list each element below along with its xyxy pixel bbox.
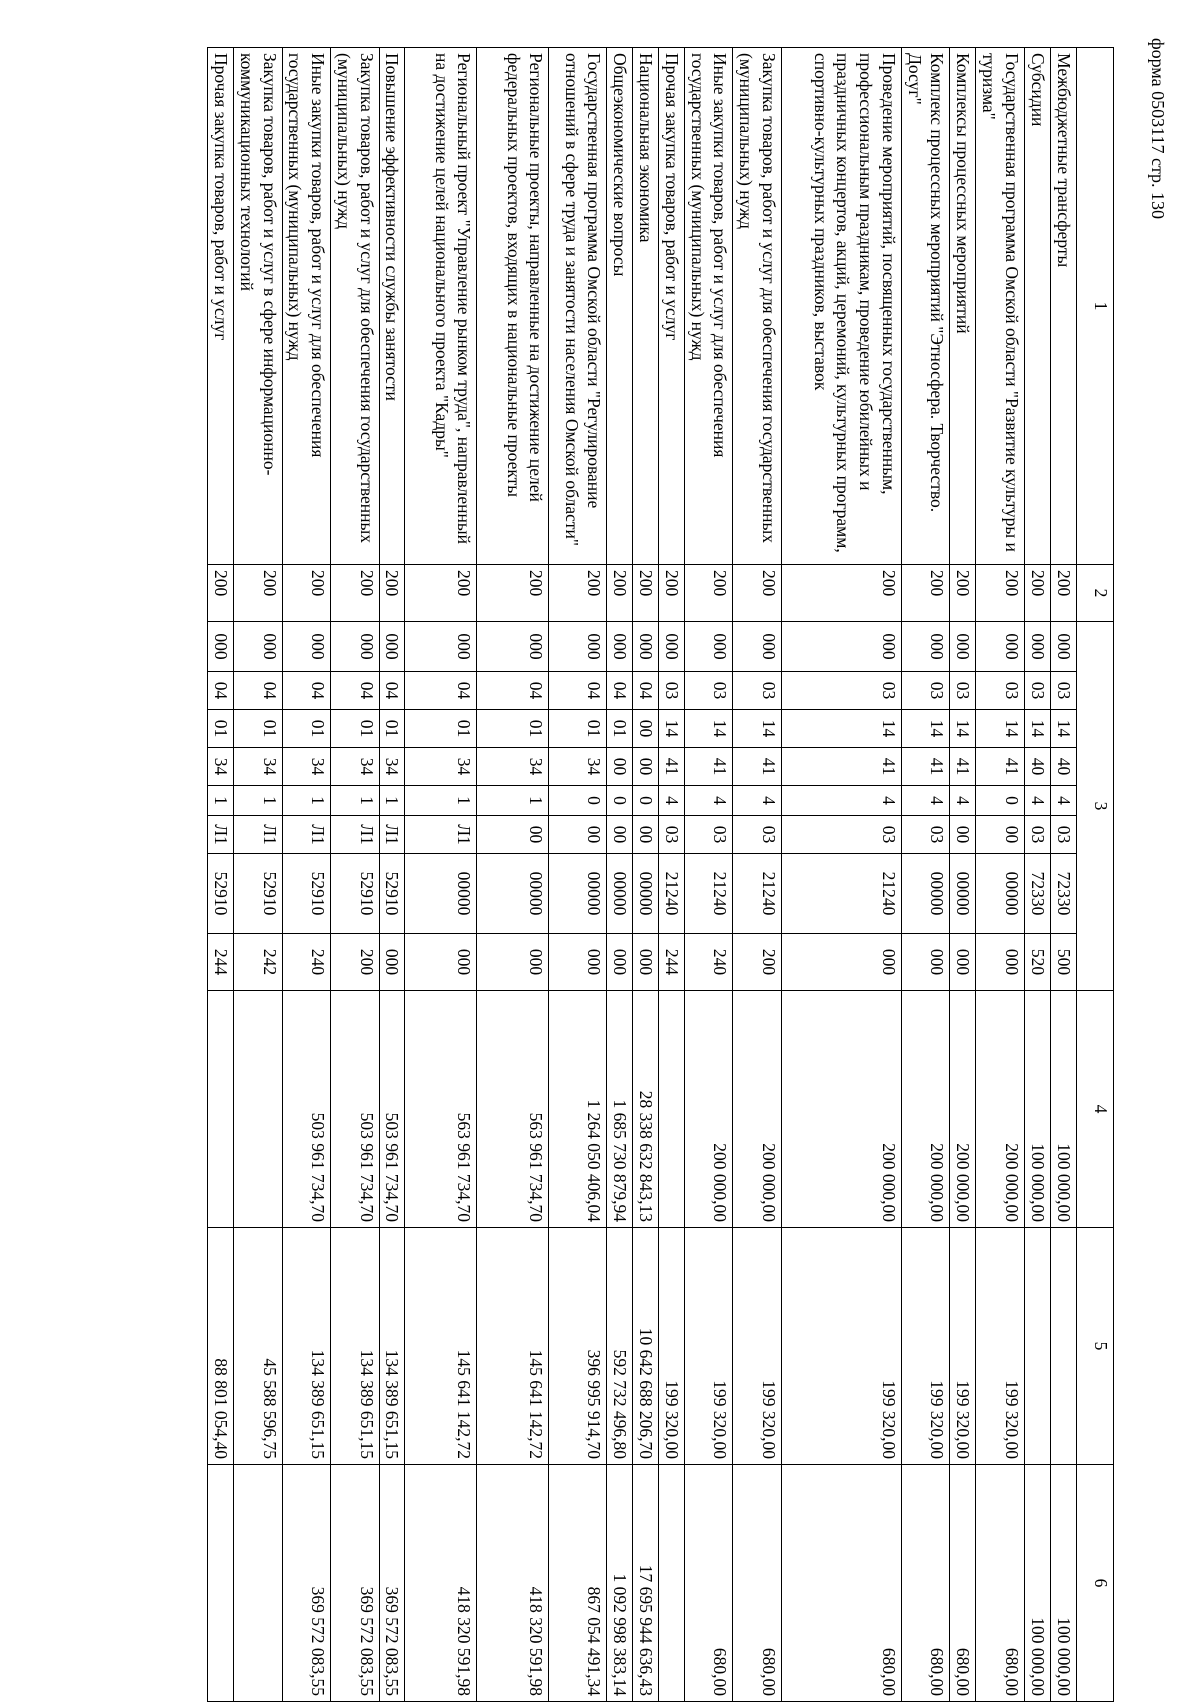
row-budget-code-segment: 52910 — [379, 854, 405, 934]
row-budget-code-segment: 52910 — [234, 854, 283, 934]
row-budget-code-segment: Л1 — [379, 816, 405, 854]
row-budget-code-segment: 01 — [234, 710, 283, 748]
row-budget-code-segment: 00000 — [405, 854, 477, 934]
table-row — [282, 48, 331, 1702]
row-budget-code-segment: 000 — [950, 934, 976, 991]
table-row — [607, 48, 633, 1702]
row-budget-code-segment: Л1 — [234, 816, 283, 854]
row-budget-code-segment: 34 — [331, 748, 380, 786]
row-budget-code-segment: 34 — [549, 748, 607, 786]
table-row — [331, 48, 380, 1702]
row-budget-code-segment: 520 — [1025, 934, 1051, 991]
row-name-cell: Иные закупки товаров, работ и услуг для обеспечения государственных (муниципальных) нужд — [282, 48, 331, 565]
row-budget-code-segment: 03 — [659, 672, 685, 710]
row-budget-code-segment: 01 — [379, 710, 405, 748]
row-executed-amount-cell: 134 389 651,15 — [379, 1228, 405, 1465]
row-budget-code-segment: 41 — [782, 748, 902, 786]
row-budget-code-segment: 000 — [379, 622, 405, 672]
row-budget-code-segment: 000 — [477, 622, 549, 672]
row-budget-code-segment: 14 — [902, 710, 951, 748]
row-executed-amount-cell: 145 641 142,72 — [477, 1228, 549, 1465]
row-name-cell: Закупка товаров, работ и услуг для обеспечения государственных (муниципальных) нужд — [733, 48, 782, 565]
column-header-5: 5 — [1077, 1228, 1114, 1465]
row-budget-code-segment: 000 — [902, 622, 951, 672]
row-budget-code-segment: 240 — [282, 934, 331, 991]
row-budget-code-segment: 00000 — [477, 854, 549, 934]
row-approved-amount-cell — [659, 991, 685, 1228]
row-unexecuted-amount-cell: 369 572 083,55 — [331, 1465, 380, 1702]
row-budget-code-segment: 000 — [1025, 622, 1051, 672]
row-budget-code-segment: 03 — [782, 672, 902, 710]
row-budget-code-segment: 14 — [950, 710, 976, 748]
column-header-6: 6 — [1077, 1465, 1114, 1702]
row-name-cell: Повышение эффективности службы занятости — [379, 48, 405, 565]
row-name-cell: Прочая закупка товаров, работ и услуг — [659, 48, 685, 565]
row-budget-code-segment: 41 — [902, 748, 951, 786]
row-line-code-cell: 200 — [405, 565, 477, 622]
row-line-code-cell: 200 — [379, 565, 405, 622]
row-budget-code-segment: 04 — [549, 672, 607, 710]
row-budget-code-segment: 000 — [405, 934, 477, 991]
row-budget-code-segment: 34 — [234, 748, 283, 786]
row-budget-code-segment: 4 — [950, 786, 976, 816]
table-row — [549, 48, 607, 1702]
row-name-cell: Комплекс процессных мероприятий "Этносфера. Творчество. Досуг" — [902, 48, 951, 565]
row-executed-amount-cell: 45 588 596,75 — [234, 1228, 283, 1465]
row-budget-code-segment: 000 — [607, 934, 633, 991]
row-unexecuted-amount-cell: 418 320 591,98 — [405, 1465, 477, 1702]
row-executed-amount-cell: 199 320,00 — [976, 1228, 1025, 1465]
row-budget-code-segment: 34 — [208, 748, 234, 786]
row-budget-code-segment: 34 — [282, 748, 331, 786]
row-unexecuted-amount-cell: 418 320 591,98 — [477, 1465, 549, 1702]
row-budget-code-segment: 03 — [902, 672, 951, 710]
row-budget-code-segment: 00 — [549, 816, 607, 854]
row-budget-code-segment: 240 — [685, 934, 734, 991]
row-line-code-cell: 200 — [685, 565, 734, 622]
row-budget-code-segment: 03 — [733, 816, 782, 854]
row-budget-code-segment: 0 — [633, 786, 659, 816]
row-line-code-cell: 200 — [1051, 565, 1077, 622]
row-budget-code-segment: 4 — [733, 786, 782, 816]
row-executed-amount-cell: 199 320,00 — [902, 1228, 951, 1465]
budget-execution-table — [207, 47, 1114, 1702]
row-unexecuted-amount-cell — [234, 1465, 283, 1702]
row-executed-amount-cell: 199 320,00 — [733, 1228, 782, 1465]
row-budget-code-segment: 000 — [733, 622, 782, 672]
row-unexecuted-amount-cell — [659, 1465, 685, 1702]
row-approved-amount-cell: 200 000,00 — [733, 991, 782, 1228]
row-budget-code-segment: 72330 — [1051, 854, 1077, 934]
row-executed-amount-cell: 134 389 651,15 — [331, 1228, 380, 1465]
row-unexecuted-amount-cell: 680,00 — [976, 1465, 1025, 1702]
row-unexecuted-amount-cell: 100 000,00 — [1025, 1465, 1051, 1702]
row-budget-code-segment: 000 — [477, 934, 549, 991]
row-budget-code-segment: 000 — [902, 934, 951, 991]
row-approved-amount-cell: 503 961 734,70 — [282, 991, 331, 1228]
budget-table-container — [114, 47, 1114, 1696]
row-unexecuted-amount-cell: 680,00 — [950, 1465, 976, 1702]
table-row — [234, 48, 283, 1702]
row-unexecuted-amount-cell: 369 572 083,55 — [282, 1465, 331, 1702]
row-approved-amount-cell: 200 000,00 — [685, 991, 734, 1228]
row-budget-code-segment: 40 — [1051, 748, 1077, 786]
row-budget-code-segment: 04 — [405, 672, 477, 710]
column-header-2: 2 — [1077, 565, 1114, 622]
row-budget-code-segment: 41 — [685, 748, 734, 786]
row-budget-code-segment: 000 — [208, 622, 234, 672]
row-budget-code-segment: 242 — [234, 934, 283, 991]
row-budget-code-segment: 04 — [633, 672, 659, 710]
row-budget-code-segment: 72330 — [1025, 854, 1051, 934]
row-budget-code-segment: 03 — [1025, 816, 1051, 854]
row-line-code-cell: 200 — [733, 565, 782, 622]
row-budget-code-segment: 500 — [1051, 934, 1077, 991]
row-budget-code-segment: 52910 — [208, 854, 234, 934]
row-executed-amount-cell: 10 642 688 206,70 — [633, 1228, 659, 1465]
row-name-cell: Комплексы процессных мероприятий — [950, 48, 976, 565]
row-line-code-cell: 200 — [331, 565, 380, 622]
row-budget-code-segment: 01 — [208, 710, 234, 748]
row-budget-code-segment: 04 — [379, 672, 405, 710]
row-budget-code-segment: 04 — [607, 672, 633, 710]
row-approved-amount-cell — [208, 991, 234, 1228]
row-budget-code-segment: 00000 — [976, 854, 1025, 934]
row-budget-code-segment: 000 — [782, 622, 902, 672]
row-budget-code-segment: 52910 — [331, 854, 380, 934]
row-line-code-cell: 200 — [782, 565, 902, 622]
row-budget-code-segment: 14 — [976, 710, 1025, 748]
row-budget-code-segment: 1 — [405, 786, 477, 816]
row-line-code-cell: 200 — [1025, 565, 1051, 622]
row-unexecuted-amount-cell: 17 695 944 636,43 — [633, 1465, 659, 1702]
row-budget-code-segment: 01 — [549, 710, 607, 748]
row-executed-amount-cell: 199 320,00 — [950, 1228, 976, 1465]
row-budget-code-segment: 34 — [477, 748, 549, 786]
row-budget-code-segment: 03 — [902, 816, 951, 854]
row-budget-code-segment: 00 — [477, 816, 549, 854]
row-budget-code-segment: 41 — [733, 748, 782, 786]
row-budget-code-segment: 21240 — [782, 854, 902, 934]
row-budget-code-segment: 14 — [1025, 710, 1051, 748]
row-line-code-cell: 200 — [633, 565, 659, 622]
row-budget-code-segment: 000 — [607, 622, 633, 672]
row-budget-code-segment: 14 — [733, 710, 782, 748]
row-name-cell: Государственная программа Омской области "Регулирование отношений в сфере труда и занятости населения Омской области" — [549, 48, 607, 565]
row-budget-code-segment: 4 — [782, 786, 902, 816]
row-budget-code-segment: 000 — [549, 934, 607, 991]
row-budget-code-segment: 00 — [950, 816, 976, 854]
row-unexecuted-amount-cell — [208, 1465, 234, 1702]
row-budget-code-segment: 03 — [1051, 672, 1077, 710]
row-budget-code-segment: 21240 — [733, 854, 782, 934]
row-executed-amount-cell: 199 320,00 — [659, 1228, 685, 1465]
row-budget-code-segment: Л1 — [331, 816, 380, 854]
table-row — [685, 48, 734, 1702]
row-executed-amount-cell — [1051, 1228, 1077, 1465]
row-budget-code-segment: 000 — [1051, 622, 1077, 672]
row-budget-code-segment: 03 — [950, 672, 976, 710]
row-line-code-cell: 200 — [234, 565, 283, 622]
row-budget-code-segment: 01 — [405, 710, 477, 748]
row-budget-code-segment: 03 — [659, 816, 685, 854]
table-body — [208, 48, 1077, 1702]
row-approved-amount-cell: 1 264 050 406,04 — [549, 991, 607, 1228]
row-budget-code-segment: 0 — [607, 786, 633, 816]
row-budget-code-segment: 41 — [976, 748, 1025, 786]
row-budget-code-segment: 03 — [1025, 672, 1051, 710]
table-row — [633, 48, 659, 1702]
row-unexecuted-amount-cell: 100 000,00 — [1051, 1465, 1077, 1702]
row-executed-amount-cell — [1025, 1228, 1051, 1465]
row-budget-code-segment: 04 — [208, 672, 234, 710]
row-budget-code-segment: 1 — [477, 786, 549, 816]
row-budget-code-segment: 00 — [633, 710, 659, 748]
row-budget-code-segment: 000 — [633, 622, 659, 672]
row-budget-code-segment: 04 — [331, 672, 380, 710]
table-row — [950, 48, 976, 1702]
table-row — [782, 48, 902, 1702]
column-header-4: 4 — [1077, 991, 1114, 1228]
row-budget-code-segment: 03 — [685, 672, 734, 710]
row-budget-code-segment: 04 — [477, 672, 549, 710]
row-budget-code-segment: 4 — [902, 786, 951, 816]
row-budget-code-segment: 000 — [950, 622, 976, 672]
row-budget-code-segment: 0 — [976, 786, 1025, 816]
row-budget-code-segment: 00000 — [633, 854, 659, 934]
row-budget-code-segment: 000 — [976, 934, 1025, 991]
row-approved-amount-cell: 100 000,00 — [1025, 991, 1051, 1228]
row-line-code-cell: 200 — [902, 565, 951, 622]
row-budget-code-segment: 34 — [379, 748, 405, 786]
row-line-code-cell: 200 — [659, 565, 685, 622]
table-row — [379, 48, 405, 1702]
table-row — [1051, 48, 1077, 1702]
row-budget-code-segment: 1 — [379, 786, 405, 816]
row-budget-code-segment: 40 — [1025, 748, 1051, 786]
row-name-cell: Общеэкономические вопросы — [607, 48, 633, 565]
row-budget-code-segment: 01 — [282, 710, 331, 748]
row-budget-code-segment: 1 — [234, 786, 283, 816]
row-name-cell: Региональный проект "Управление рынком труда", направленный на достижение целей национального проекта "Кадры" — [405, 48, 477, 565]
row-approved-amount-cell: 200 000,00 — [782, 991, 902, 1228]
row-budget-code-segment: 4 — [1025, 786, 1051, 816]
row-budget-code-segment: Л1 — [208, 816, 234, 854]
row-budget-code-segment: 200 — [733, 934, 782, 991]
table-row — [733, 48, 782, 1702]
row-name-cell: Государственная программа Омской области "Развитие культуры и туризма" — [976, 48, 1025, 565]
row-budget-code-segment: 200 — [331, 934, 380, 991]
row-line-code-cell: 200 — [477, 565, 549, 622]
row-budget-code-segment: 000 — [685, 622, 734, 672]
row-budget-code-segment: 4 — [659, 786, 685, 816]
row-approved-amount-cell: 503 961 734,70 — [379, 991, 405, 1228]
row-budget-code-segment: 000 — [282, 622, 331, 672]
row-executed-amount-cell: 134 389 651,15 — [282, 1228, 331, 1465]
row-line-code-cell: 200 — [950, 565, 976, 622]
row-approved-amount-cell: 503 961 734,70 — [331, 991, 380, 1228]
row-budget-code-segment: 04 — [234, 672, 283, 710]
row-name-cell: Закупка товаров, работ и услуг для обеспечения государственных (муниципальных) нужд — [331, 48, 380, 565]
row-budget-code-segment: 03 — [733, 672, 782, 710]
row-approved-amount-cell: 563 961 734,70 — [405, 991, 477, 1228]
row-budget-code-segment: 03 — [685, 816, 734, 854]
row-approved-amount-cell: 100 000,00 — [1051, 991, 1077, 1228]
row-budget-code-segment: 04 — [282, 672, 331, 710]
row-name-cell: Закупка товаров, работ и услуг в сфере информационно-коммуникационных технологий — [234, 48, 283, 565]
row-budget-code-segment: 14 — [782, 710, 902, 748]
row-budget-code-segment: 000 — [976, 622, 1025, 672]
row-budget-code-segment: 14 — [659, 710, 685, 748]
row-budget-code-segment: 00000 — [950, 854, 976, 934]
row-budget-code-segment: 14 — [685, 710, 734, 748]
row-unexecuted-amount-cell: 369 572 083,55 — [379, 1465, 405, 1702]
table-row — [208, 48, 234, 1702]
row-approved-amount-cell: 200 000,00 — [976, 991, 1025, 1228]
row-name-cell: Субсидии — [1025, 48, 1051, 565]
row-budget-code-segment: 52910 — [282, 854, 331, 934]
row-budget-code-segment: 1 — [331, 786, 380, 816]
row-approved-amount-cell — [234, 991, 283, 1228]
column-header-3: 3 — [1077, 622, 1114, 991]
row-unexecuted-amount-cell: 680,00 — [733, 1465, 782, 1702]
row-executed-amount-cell: 592 732 496,80 — [607, 1228, 633, 1465]
row-budget-code-segment: 000 — [379, 934, 405, 991]
row-budget-code-segment: 00 — [976, 816, 1025, 854]
table-row — [659, 48, 685, 1702]
row-budget-code-segment: 000 — [549, 622, 607, 672]
row-budget-code-segment: 41 — [950, 748, 976, 786]
row-budget-code-segment: 03 — [1051, 816, 1077, 854]
row-budget-code-segment: 000 — [331, 622, 380, 672]
row-budget-code-segment: 01 — [477, 710, 549, 748]
row-name-cell: Прочая закупка товаров, работ и услуг — [208, 48, 234, 565]
row-budget-code-segment: 41 — [659, 748, 685, 786]
row-approved-amount-cell: 200 000,00 — [902, 991, 951, 1228]
row-budget-code-segment: 01 — [331, 710, 380, 748]
row-unexecuted-amount-cell: 867 054 491,34 — [549, 1465, 607, 1702]
row-name-cell: Региональные проекты, направленные на достижение целей федеральных проектов, входящих в национальные проекты — [477, 48, 549, 565]
row-budget-code-segment: 00 — [633, 748, 659, 786]
row-budget-code-segment: 21240 — [659, 854, 685, 934]
row-budget-code-segment: 0 — [549, 786, 607, 816]
row-budget-code-segment: 00 — [607, 816, 633, 854]
row-budget-code-segment: 00000 — [549, 854, 607, 934]
row-budget-code-segment: Л1 — [282, 816, 331, 854]
row-approved-amount-cell: 200 000,00 — [950, 991, 976, 1228]
row-budget-code-segment: 000 — [405, 622, 477, 672]
row-executed-amount-cell: 199 320,00 — [685, 1228, 734, 1465]
row-budget-code-segment: 4 — [1051, 786, 1077, 816]
table-row — [976, 48, 1025, 1702]
row-name-cell: Проведение мероприятий, посвященных государственным, профессиональным праздникам, проведение юбилейных и праздничных концертов, акций, церемоний, культурных программ, спортивно-культурных праздников, выставок — [782, 48, 902, 565]
row-budget-code-segment: 244 — [659, 934, 685, 991]
table-row — [1025, 48, 1051, 1702]
row-budget-code-segment: 03 — [976, 672, 1025, 710]
row-budget-code-segment: 21240 — [685, 854, 734, 934]
row-budget-code-segment: 34 — [405, 748, 477, 786]
row-budget-code-segment: 03 — [782, 816, 902, 854]
row-unexecuted-amount-cell: 1 092 998 383,14 — [607, 1465, 633, 1702]
row-executed-amount-cell: 199 320,00 — [782, 1228, 902, 1465]
row-budget-code-segment: 00 — [633, 816, 659, 854]
row-unexecuted-amount-cell: 680,00 — [902, 1465, 951, 1702]
row-budget-code-segment: 000 — [659, 622, 685, 672]
table-row — [405, 48, 477, 1702]
row-budget-code-segment: 14 — [1051, 710, 1077, 748]
row-executed-amount-cell: 88 801 054,40 — [208, 1228, 234, 1465]
row-line-code-cell: 200 — [208, 565, 234, 622]
row-name-cell: Межбюджетные трансферты — [1051, 48, 1077, 565]
row-budget-code-segment: 000 — [782, 934, 902, 991]
row-approved-amount-cell: 563 961 734,70 — [477, 991, 549, 1228]
row-unexecuted-amount-cell: 680,00 — [685, 1465, 734, 1702]
row-approved-amount-cell: 1 685 730 879,94 — [607, 991, 633, 1228]
row-budget-code-segment: 00000 — [902, 854, 951, 934]
row-name-cell: Иные закупки товаров, работ и услуг для обеспечения государственных (муниципальных) нужд — [685, 48, 734, 565]
row-budget-code-segment: 000 — [633, 934, 659, 991]
row-budget-code-segment: 01 — [607, 710, 633, 748]
row-budget-code-segment: 244 — [208, 934, 234, 991]
row-line-code-cell: 200 — [607, 565, 633, 622]
row-budget-code-segment: 1 — [208, 786, 234, 816]
row-line-code-cell: 200 — [976, 565, 1025, 622]
row-line-code-cell: 200 — [282, 565, 331, 622]
row-executed-amount-cell: 145 641 142,72 — [405, 1228, 477, 1465]
row-budget-code-segment: 000 — [234, 622, 283, 672]
row-line-code-cell: 200 — [549, 565, 607, 622]
row-budget-code-segment: 4 — [685, 786, 734, 816]
row-approved-amount-cell: 28 338 632 843,13 — [633, 991, 659, 1228]
form-page-label: форма 0503117 стр. 130 — [1148, 38, 1168, 220]
row-budget-code-segment: Л1 — [405, 816, 477, 854]
row-name-cell: Национальная экономика — [633, 48, 659, 565]
column-header-1: 1 — [1077, 48, 1114, 565]
row-budget-code-segment: 00 — [607, 748, 633, 786]
column-header-row — [1077, 48, 1114, 1702]
row-unexecuted-amount-cell: 680,00 — [782, 1465, 902, 1702]
row-budget-code-segment: 1 — [282, 786, 331, 816]
table-row — [477, 48, 549, 1702]
row-budget-code-segment: 00000 — [607, 854, 633, 934]
table-row — [902, 48, 951, 1702]
row-executed-amount-cell: 396 995 914,70 — [549, 1228, 607, 1465]
